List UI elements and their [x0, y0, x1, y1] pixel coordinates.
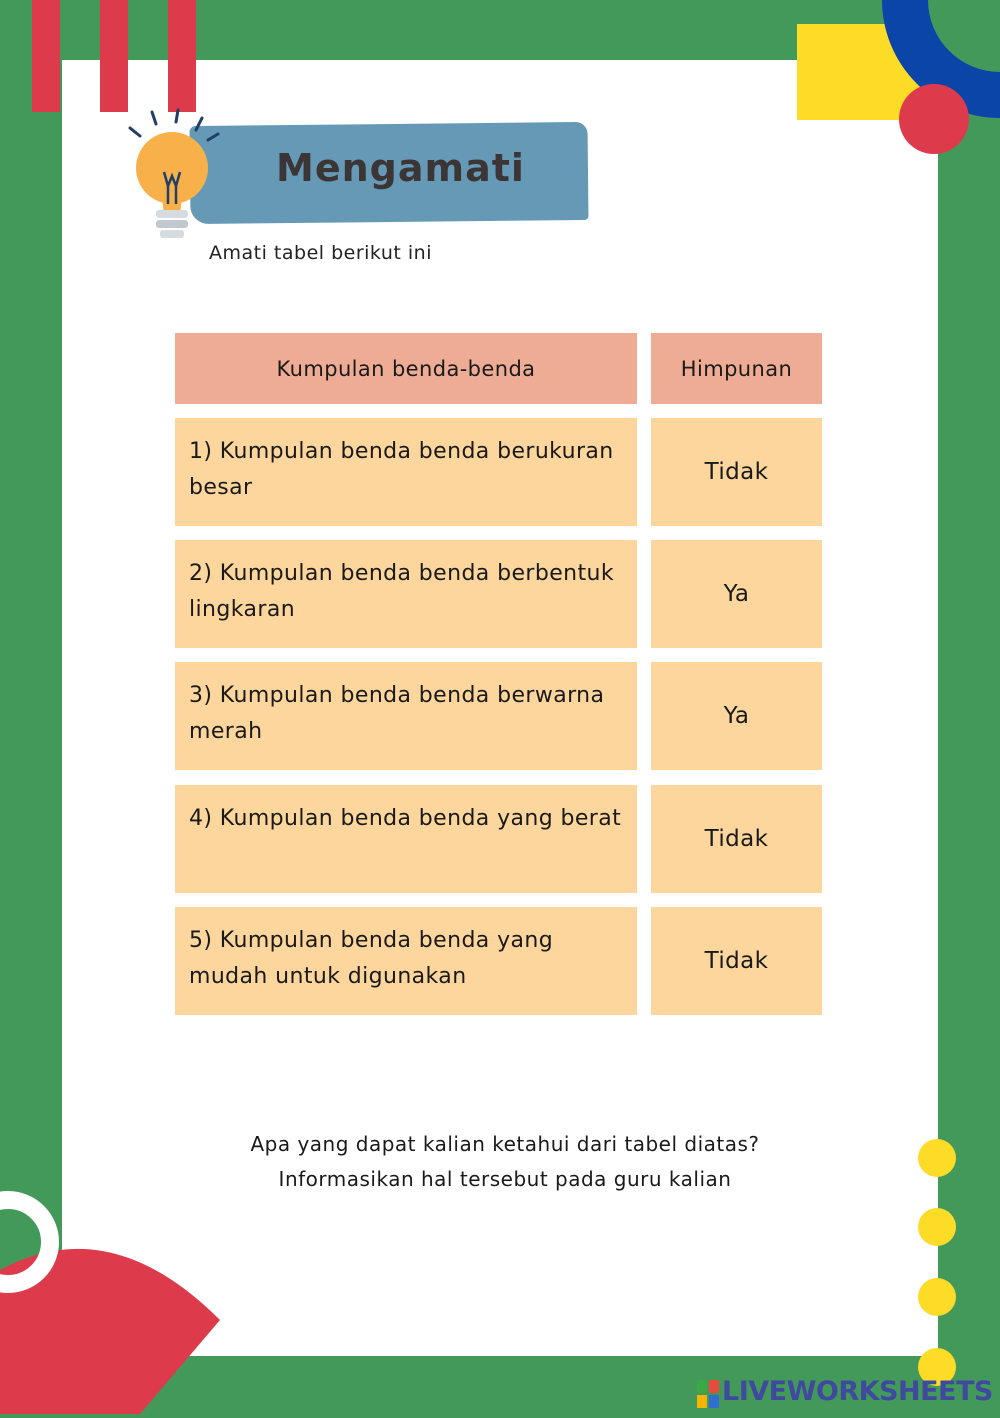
- yellow-dot-decoration: [918, 1208, 956, 1246]
- table-row-item: 4) Kumpulan benda benda yang berat: [175, 785, 637, 893]
- yellow-dot-decoration: [918, 1278, 956, 1316]
- bottom-left-shapes-decoration: [0, 1190, 240, 1414]
- red-stripe-decoration: [168, 0, 196, 112]
- table-row-item: 3) Kumpulan benda benda berwarna merah: [175, 662, 637, 770]
- liveworksheets-logo-icon: [697, 1380, 719, 1408]
- table-row-item: 5) Kumpulan benda benda yang mudah untuk digunakan: [175, 907, 637, 1015]
- liveworksheets-brand[interactable]: LIVEWORKSHEETS: [722, 1376, 993, 1407]
- table-row-answer[interactable]: Tidak: [651, 418, 822, 526]
- red-stripe-decoration: [32, 0, 60, 112]
- table-row-answer[interactable]: Tidak: [651, 907, 822, 1015]
- table-row-answer[interactable]: Ya: [651, 540, 822, 648]
- table-row-answer[interactable]: Tidak: [651, 785, 822, 893]
- page-title: Mengamati: [276, 146, 525, 190]
- table-row-item: 2) Kumpulan benda benda berbentuk lingkaran: [175, 540, 637, 648]
- lightbulb-icon: [122, 106, 222, 246]
- question-text: Apa yang dapat kalian ketahui dari tabel diatas?: [250, 1132, 760, 1156]
- table-header-set: Himpunan: [651, 333, 822, 404]
- instruction-text: Amati tabel berikut ini: [209, 242, 432, 264]
- table-row-answer[interactable]: Ya: [651, 662, 822, 770]
- table-row-item: 1) Kumpulan benda benda berukuran besar: [175, 418, 637, 526]
- footer-instruction-text: Informasikan hal tersebut pada guru kalian: [278, 1167, 732, 1191]
- top-right-shapes-decoration: [790, 0, 1000, 160]
- yellow-dot-decoration: [918, 1139, 956, 1177]
- red-stripe-decoration: [100, 0, 128, 112]
- table-header-items: Kumpulan benda-benda: [175, 333, 637, 404]
